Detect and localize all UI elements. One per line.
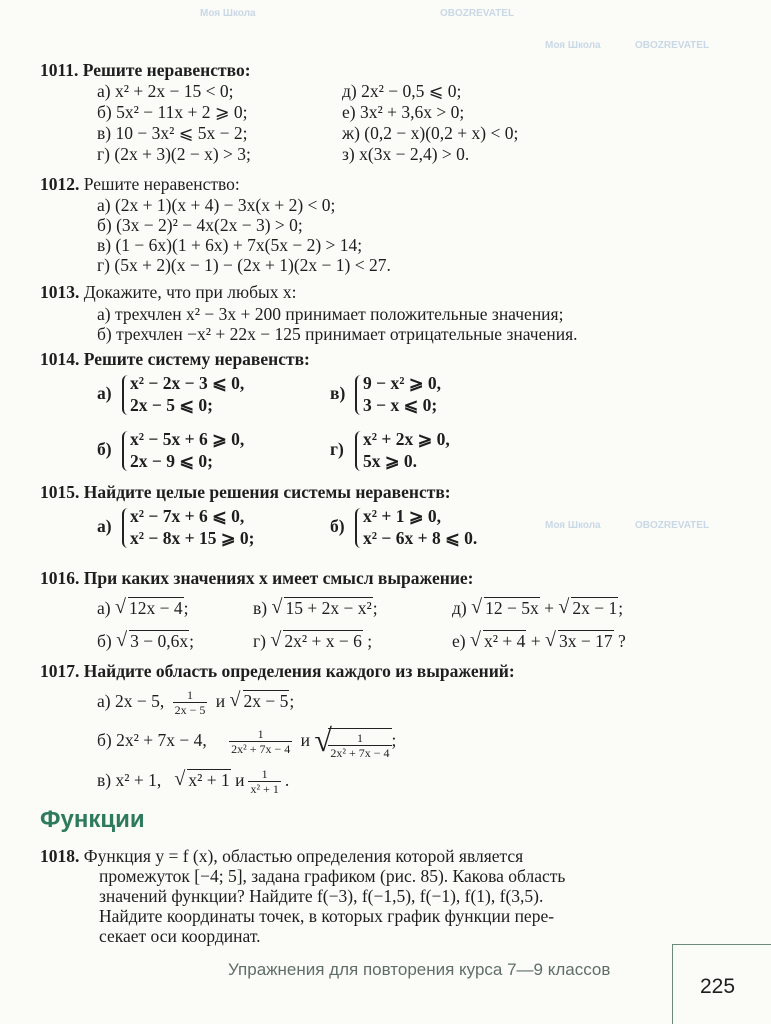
- inequality: 5x ⩾ 0.: [363, 451, 418, 471]
- item: а) 2x − 5, $\frac{1}{2x - 5}$ и √ 2x − 5;: [97, 684, 294, 718]
- inequality-system: [330, 505, 560, 551]
- inequality: 2x − 5 ⩽ 0;: [130, 395, 213, 415]
- item: а) √ 12x − 4;: [97, 598, 188, 618]
- watermark: Моя Школа: [200, 8, 256, 19]
- inequality: 3 − x ⩽ 0;: [363, 395, 438, 415]
- inequality: 2x − 9 ⩽ 0;: [130, 451, 213, 471]
- running-footer: Упражнения для повторения курса 7—9 классов: [228, 960, 611, 979]
- item: а) трехчлен x² − 3x + 200 принимает положительные значения;: [97, 304, 564, 324]
- fraction: $\frac{1}{2x - 5}$: [174, 688, 206, 718]
- radical: √ 15 + 2x − x²: [271, 598, 372, 618]
- inequality-system: [97, 505, 327, 551]
- inequality-system: [330, 428, 550, 474]
- item-label: б): [97, 439, 112, 459]
- fraction: $\frac{1}{\text{2x² + 7x − 4}}$: [231, 727, 291, 757]
- fraction: $\frac{1}{\text{x² + 1}}$: [250, 767, 279, 797]
- watermark: Моя Школа: [545, 520, 601, 531]
- item: в) √ 15 + 2x − x²;: [253, 598, 378, 618]
- inequality: 9 − x² ⩾ 0,: [363, 373, 442, 393]
- radical: √ 3 − 0,6x: [116, 631, 189, 651]
- inequality-system: [97, 428, 317, 474]
- exercise-title: Найдите область определения каждого из выражений:: [83, 661, 515, 681]
- radical: √ 2x − 5: [230, 684, 290, 718]
- inequality: x² − 2x − 3 ⩽ 0,: [130, 373, 245, 393]
- item: б) 5x² − 11x + 2 ⩾ 0;: [97, 102, 248, 122]
- item: в) x² + 1, √ x² + 1 и $\frac{1}{\text{x² + 1}}$ .: [97, 762, 289, 798]
- item: е) 3x² + 3,6x > 0;: [342, 102, 465, 122]
- text-line: промежуток [−4; 5], задана графиком (рис. 85). Какова область: [99, 866, 566, 886]
- item: г) (2x + 3)(2 − x) > 3;: [97, 144, 251, 164]
- item: г) √ 2x² + x − 6 ;: [253, 631, 372, 651]
- inequality: x² − 6x + 8 ⩽ 0.: [363, 528, 478, 548]
- item: д) 2x² − 0,5 ⩽ 0;: [342, 81, 462, 101]
- item: з) x(3x − 2,4) > 0.: [342, 144, 470, 164]
- inequality: x² − 5x + 6 ⩾ 0,: [130, 429, 245, 449]
- item: б) 2x² + 7x − 4, $\frac{1}{\text{2x² + 7x − 4}}$ и √ $\frac{1}{\text{2x² + 7x − 4}}$ ;: [97, 720, 396, 762]
- item-label: б): [330, 516, 345, 536]
- inequality: x² − 7x + 6 ⩽ 0,: [130, 506, 245, 526]
- item: ж) (0,2 − x)(0,2 + x) < 0;: [342, 123, 519, 143]
- exercise-number: 1011.: [40, 60, 79, 80]
- exercise-number: 1014.: [40, 349, 80, 369]
- exercise-number: 1018.: [40, 846, 80, 866]
- item-label: а): [97, 516, 112, 536]
- item: а) (2x + 1)(x + 4) − 3x(x + 2) < 0;: [97, 195, 336, 215]
- exercise-title: При каких значениях x имеет смысл выражение:: [83, 568, 474, 588]
- exercise-title: Решите систему неравенств:: [83, 349, 310, 369]
- watermark: OBOZREVATEL: [440, 8, 515, 19]
- text-line: Функция y = f (x), областью определения которой является: [83, 846, 524, 866]
- radical: √ 3x − 17: [545, 631, 614, 651]
- exercise-number: 1015.: [40, 482, 80, 502]
- watermark: OBOZREVATEL: [635, 520, 710, 531]
- radical: √ 2x² + x − 6: [270, 631, 363, 651]
- item-label: г): [330, 439, 344, 459]
- inequality: x² − 8x + 15 ⩾ 0;: [130, 528, 255, 548]
- inequality-system: [330, 372, 550, 418]
- item: д) √ 12 − 5x + √ 2x − 1;: [452, 598, 623, 618]
- radical: √ 2x − 1: [558, 598, 618, 618]
- radical: √ 12 − 5x: [471, 598, 540, 618]
- item: в) 10 − 3x² ⩽ 5x − 2;: [97, 123, 248, 143]
- exercise-title: Докажите, что при любых x:: [83, 282, 297, 302]
- exercise-title: Решите неравенство:: [82, 60, 251, 80]
- inequality: x² + 2x ⩾ 0,: [363, 429, 450, 449]
- text-line: Найдите координаты точек, в которых график функции пере-: [99, 906, 555, 926]
- text-line: секает оси координат.: [99, 926, 261, 946]
- item: б) √ 3 − 0,6x;: [97, 631, 194, 651]
- section-heading: Функции: [40, 806, 145, 833]
- page-number: 225: [700, 975, 736, 998]
- item: б) (3x − 2)² − 4x(2x − 3) > 0;: [97, 215, 303, 235]
- item: б) трехчлен −x² + 22x − 125 принимает отрицательные значения.: [97, 324, 578, 344]
- item-label: а): [97, 383, 112, 403]
- item-label: в): [330, 383, 346, 403]
- item: а) x² + 2x − 15 < 0;: [97, 81, 234, 101]
- item: г) (5x + 2)(x − 1) − (2x + 1)(2x − 1) < 27.: [97, 255, 391, 275]
- exercise-title: Решите неравенство:: [83, 174, 240, 194]
- item: е) √ x² + 4 + √ 3x − 17 ?: [452, 631, 626, 651]
- radical: √ x² + 1: [174, 762, 230, 798]
- radical: √ 12x − 4: [115, 598, 184, 618]
- radical: √ x² + 4: [470, 631, 526, 651]
- exercise-number: 1012.: [40, 174, 80, 194]
- watermark: OBOZREVATEL: [635, 40, 710, 51]
- inequality: x² + 1 ⩾ 0,: [363, 506, 442, 526]
- exercise-number: 1016.: [40, 568, 80, 588]
- inequality-system: [97, 372, 317, 418]
- exercise-title: Найдите целые решения системы неравенств:: [83, 482, 451, 502]
- watermark: Моя Школа: [545, 40, 601, 51]
- exercise-number: 1017.: [40, 661, 80, 681]
- item: в) (1 − 6x)(1 + 6x) + 7x(5x − 2) > 14;: [97, 235, 363, 255]
- exercise-number: 1013.: [40, 282, 80, 302]
- text-line: значений функции? Найдите f(−3), f(−1,5), f(−1), f(1), f(3,5).: [99, 886, 544, 906]
- radical: √ $\frac{1}{\text{2x² + 7x − 4}}$: [314, 722, 391, 762]
